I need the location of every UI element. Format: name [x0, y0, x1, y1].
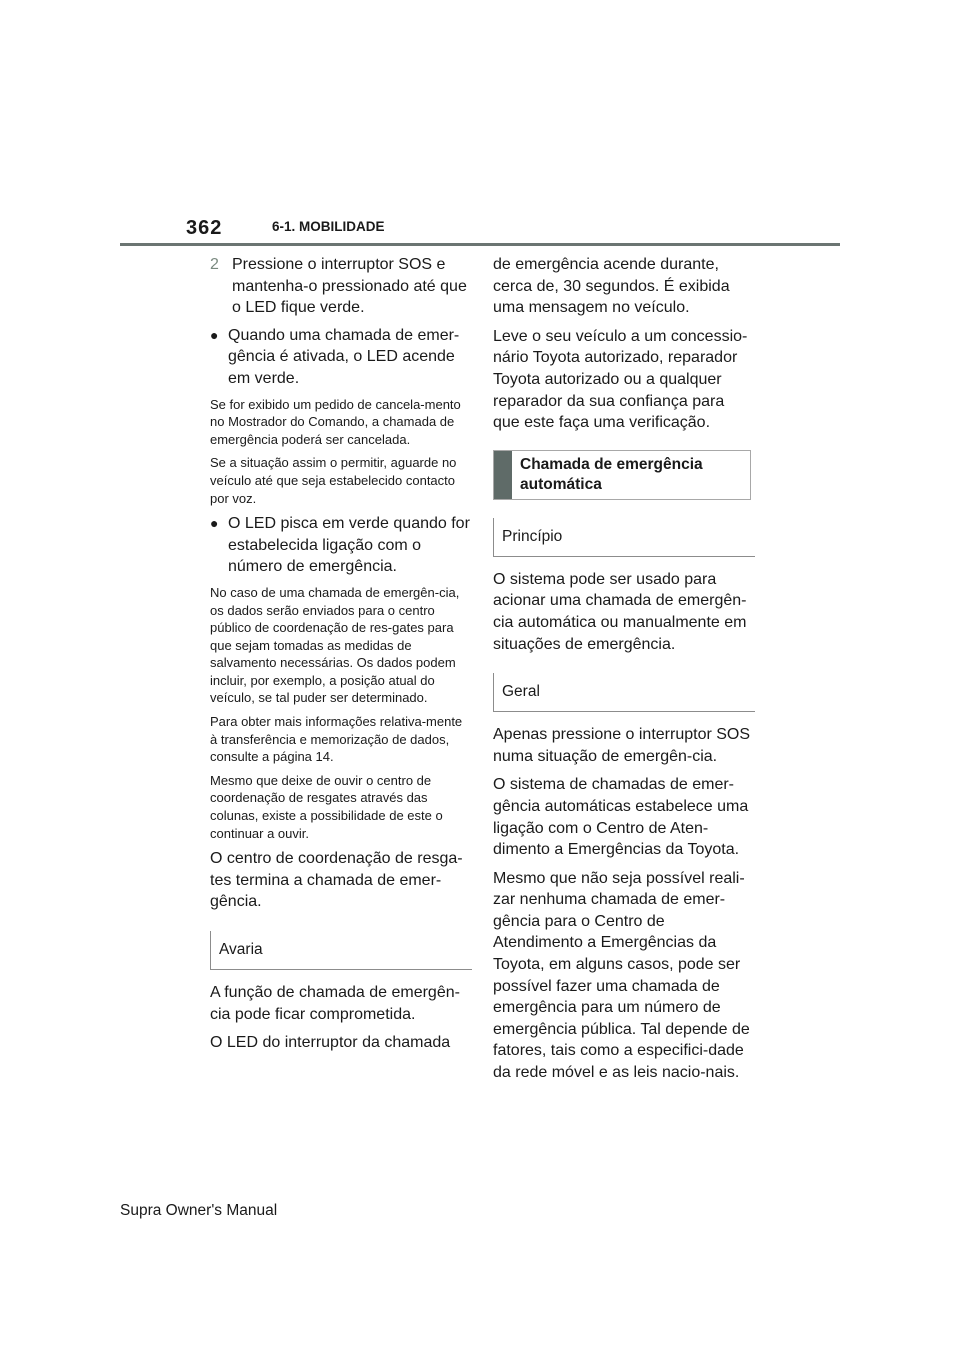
paragraph-led-cont: de emergência acende durante, cerca de, 30 segundos. É exibida uma mensagem no veículo. — [493, 256, 730, 317]
section-heading — [493, 450, 751, 500]
bullet-text: O LED pisca em verde quando for estabelecida ligação com o número de emergência. — [228, 515, 470, 576]
paragraph-end-call: O centro de coordenação de resga-tes termina a chamada de emer-gência. — [210, 850, 463, 911]
step-2 — [210, 254, 472, 319]
paragraph-led: O LED do interruptor da chamada — [210, 1034, 451, 1052]
subheading-avaria: Avaria — [210, 931, 472, 970]
subheading-geral: Geral — [493, 673, 755, 712]
paragraph-system: O sistema pode ser usado para acionar uma chamada de emergên-cia automática ou manualmente em situações de emergência. — [493, 570, 747, 653]
header-divider — [120, 243, 840, 246]
step-text: Pressione o interruptor SOS e mantenha-o pressionado até que o LED fique verde. — [232, 256, 467, 317]
note-data: No caso de uma chamada de emergên-cia, os dados serão enviados para o centro público de coordenação de res-gates para que sejam tomadas as medidas de salvamento necessárias. Os dados podem incluir, por exemplo, a posição atual do veículo, se tal puder ser determinado. — [210, 584, 460, 706]
right-column — [493, 254, 755, 1091]
paragraph-auto-call: O sistema de chamadas de emer-gência automáticas estabelece uma ligação com o Centro de Aten-dimento a Emergências da Toyota. — [493, 776, 749, 859]
section-title: Chamada de emergência automática — [520, 455, 703, 493]
bullet-led-green — [210, 325, 472, 390]
note-wait: Se a situação assim o permitir, aguarde no veículo até que seja estabelecido contacto por voz. — [210, 455, 457, 506]
bullet-text: Quando uma chamada de emer-gência é ativada, o LED acende em verde. — [228, 326, 460, 387]
bullet-icon: ● — [210, 515, 219, 532]
subheading-principio: Princípio — [493, 518, 755, 557]
left-column — [210, 254, 472, 1061]
bullet-icon: ● — [210, 326, 219, 343]
paragraph-function: A função de chamada de emergên-cia pode ficar comprometida. — [210, 984, 460, 1023]
bullet-led-blink — [210, 513, 472, 578]
note-listen: Mesmo que deixe de ouvir o centro de coordenação de resgates através das colunas, existe a possibilidade de este o continuar a ouvir. — [210, 772, 443, 841]
footer-manual-title: Supra Owner's Manual — [120, 1202, 278, 1219]
note-more-info: Para obter mais informações relativa-mente à transferência e memorização de dados, consulte a página 14. — [210, 714, 463, 765]
page-number: 362 — [186, 217, 223, 239]
section-bar — [494, 451, 512, 499]
paragraph-sos: Apenas pressione o interruptor SOS numa situação de emergên-cia. — [493, 726, 751, 765]
step-number: 2 — [210, 256, 219, 273]
chapter-title: 6-1. MOBILIDADE — [272, 219, 385, 234]
paragraph-public: Mesmo que não seja possível reali-zar nenhuma chamada de emer-gência para o Centro de Atendimento a Emergências da Toyota, em alguns casos, pode ser possível fazer uma chamada de emergência para um número de emergência pública. Tal depende de fatores, tais como a especifici-dade da rede móvel e as leis nacio-nais. — [493, 869, 750, 1082]
paragraph-dealer: Leve o seu veículo a um concessio-nário Toyota autorizado, reparador Toyota autorizado ou a qualquer reparador da sua confiança para que este faça uma verificação. — [493, 327, 748, 432]
note-cancel: Se for exibido um pedido de cancela-mento no Mostrador do Comando, a chamada de emergência poderá ser cancelada. — [210, 396, 461, 447]
